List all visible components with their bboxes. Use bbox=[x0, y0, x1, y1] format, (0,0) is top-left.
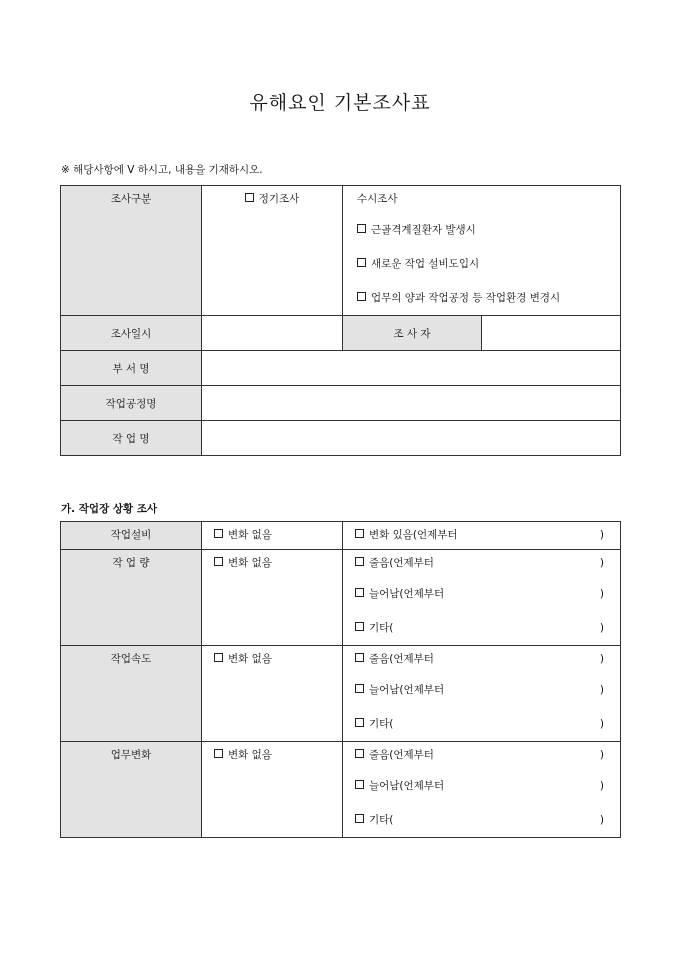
work-condition-table bbox=[60, 521, 621, 838]
change-option[interactable]: 줄음(언제부터 ) bbox=[343, 550, 620, 577]
change-options-cell bbox=[343, 550, 621, 646]
checkbox-icon[interactable] bbox=[355, 780, 364, 789]
checkbox-icon[interactable] bbox=[355, 622, 364, 631]
page-title: 유해요인 기본조사표 bbox=[249, 92, 431, 114]
change-option[interactable]: 줄음(언제부터 ) bbox=[343, 646, 620, 673]
change-options-cell bbox=[343, 742, 621, 838]
checkbox-icon[interactable] bbox=[355, 749, 364, 758]
change-option[interactable]: 늘어남(언제부터 ) bbox=[343, 673, 620, 707]
checkbox-icon[interactable] bbox=[355, 653, 364, 662]
change-option[interactable]: 늘어남(언제부터 ) bbox=[343, 577, 620, 611]
regular-survey-cell[interactable] bbox=[202, 186, 343, 316]
checkbox-icon[interactable] bbox=[355, 718, 364, 727]
checkbox-icon[interactable] bbox=[214, 529, 223, 538]
checkbox-icon[interactable] bbox=[214, 749, 223, 758]
condition-label: 작업설비 bbox=[61, 522, 202, 550]
checkbox-icon[interactable] bbox=[355, 529, 364, 538]
condition-label: 작업속도 bbox=[61, 646, 202, 742]
checkbox-icon[interactable] bbox=[357, 258, 366, 267]
checkbox-icon[interactable] bbox=[357, 292, 366, 301]
no-change-cell[interactable]: 변화 없음 bbox=[202, 742, 343, 838]
change-option[interactable]: 변화 있음(언제부터 ) bbox=[343, 522, 620, 549]
regular-survey-option: 정기조사 bbox=[258, 193, 300, 205]
checkbox-icon[interactable] bbox=[355, 557, 364, 566]
no-change-cell[interactable]: 변화 없음 bbox=[202, 550, 343, 646]
section-title: 가. 작업장 상황 조사 bbox=[61, 503, 158, 515]
process-label: 작업공정명 bbox=[61, 386, 202, 421]
occasional-survey-cell bbox=[343, 186, 621, 316]
department-label: 부 서 명 bbox=[61, 351, 202, 386]
department-field[interactable] bbox=[202, 351, 621, 386]
occasional-survey-title: 수시조사 bbox=[357, 193, 398, 205]
no-change-cell[interactable]: 변화 없음 bbox=[202, 646, 343, 742]
change-option[interactable]: 늘어남(언제부터 ) bbox=[343, 769, 620, 803]
change-option[interactable]: 줄음(언제부터 ) bbox=[343, 742, 620, 769]
task-label: 작 업 명 bbox=[61, 421, 202, 456]
checkbox-icon[interactable] bbox=[214, 557, 223, 566]
condition-label: 작 업 량 bbox=[61, 550, 202, 646]
process-field[interactable] bbox=[202, 386, 621, 421]
checkbox-icon[interactable] bbox=[214, 653, 223, 662]
change-option[interactable]: 기타( ) bbox=[343, 803, 620, 837]
checkbox-icon[interactable] bbox=[355, 684, 364, 693]
checkbox-icon[interactable] bbox=[355, 588, 364, 597]
survey-date-label: 조사일시 bbox=[61, 316, 202, 351]
survey-info-table bbox=[60, 185, 621, 456]
checkbox-icon[interactable] bbox=[357, 224, 366, 233]
inspector-label: 조 사 자 bbox=[343, 316, 482, 351]
change-options-cell bbox=[343, 646, 621, 742]
checkbox-icon[interactable] bbox=[245, 193, 254, 202]
no-change-cell[interactable]: 변화 없음 bbox=[202, 522, 343, 550]
task-field[interactable] bbox=[202, 421, 621, 456]
change-option[interactable]: 기타( ) bbox=[343, 611, 620, 645]
instruction-note: ※ 해당사항에 V 하시고, 내용을 기재하시오. bbox=[61, 164, 263, 176]
survey-type-label: 조사구분 bbox=[61, 186, 202, 316]
occasional-option[interactable]: 근골격계질환자 발생시 bbox=[343, 213, 620, 247]
survey-date-field[interactable] bbox=[202, 316, 343, 351]
change-options-cell bbox=[343, 522, 621, 550]
change-option[interactable]: 기타( ) bbox=[343, 707, 620, 741]
checkbox-icon[interactable] bbox=[355, 814, 364, 823]
occasional-option[interactable]: 업무의 양과 작업공정 등 작업환경 변경시 bbox=[343, 281, 620, 315]
occasional-option[interactable]: 새로운 작업 설비도입시 bbox=[343, 247, 620, 281]
inspector-field[interactable] bbox=[482, 316, 621, 351]
condition-label: 업무변화 bbox=[61, 742, 202, 838]
